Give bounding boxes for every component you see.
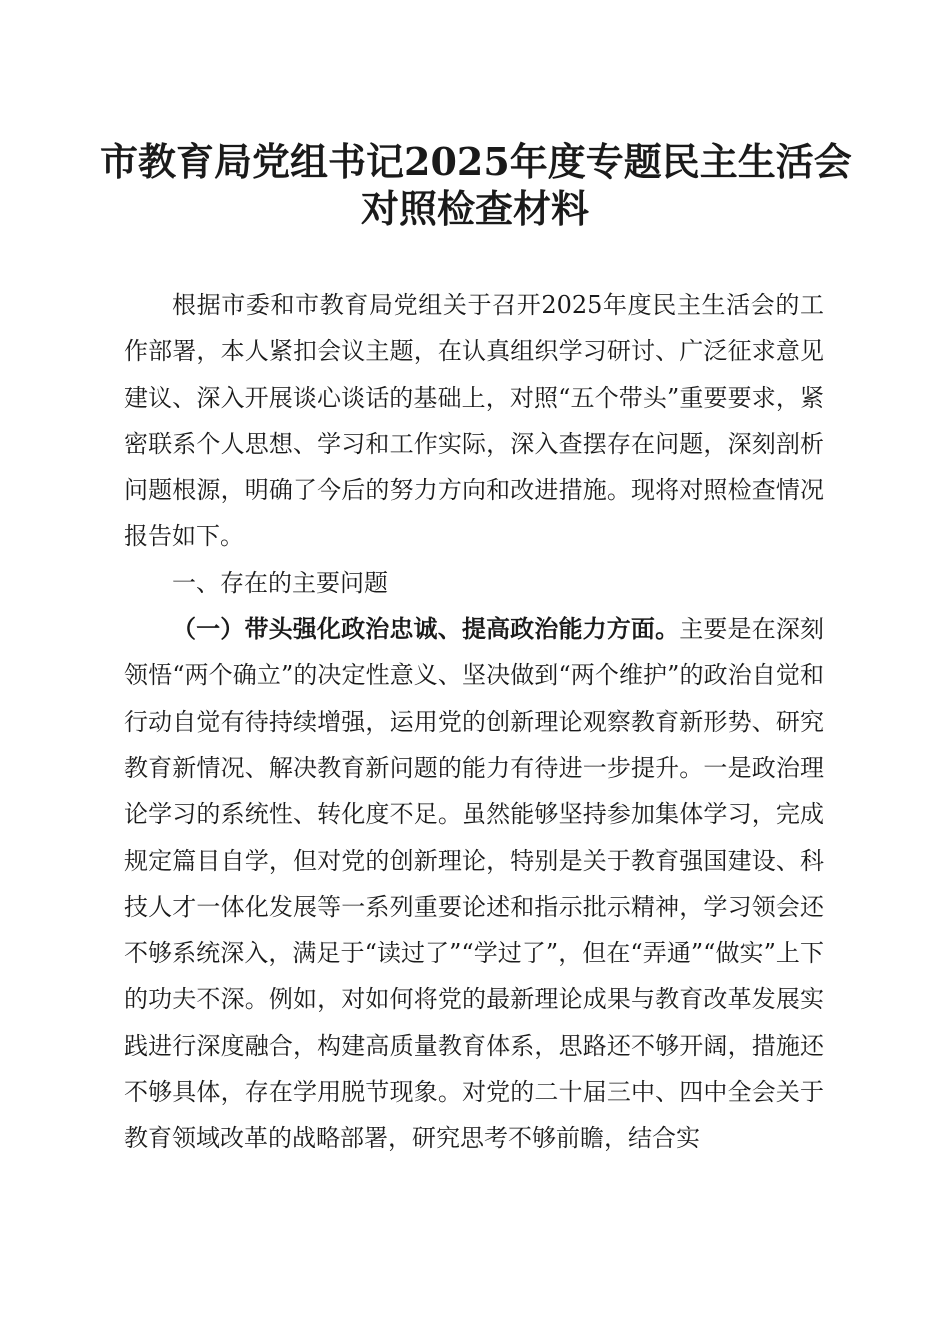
document-title-line-2: 对照检查材料 xyxy=(360,186,589,231)
subsection-heading-1: （一）带头强化政治忠诚、提高政治能力方面。 xyxy=(172,614,680,644)
subsection-paragraph-1 xyxy=(124,606,824,1162)
document-body xyxy=(124,282,824,1162)
section-heading-1: 一、存在的主要问题 xyxy=(172,568,388,597)
intro-paragraph: 根据市委和市教育局党组关于召开2025年度民主生活会的工作部署，本人紧扣会议主题，在认真组织学习研讨、广泛征求意见建议、深入开展谈心谈话的基础上，对照“五个带头”重要要求，紧密联系个人思想、学习和工作实际，深入查摆存在问题，深刻剖析问题根源，明确了今后的努力方向和改进措施。现将对照检查情况报告如下。 xyxy=(124,291,824,551)
document-title-line-1: 市教育局党组书记2025年度专题民主生活会 xyxy=(100,139,852,184)
subsection-body-1: 主要是在深刻领悟“两个确立”的决定性意义、坚决做到“两个维护”的政治自觉和行动自觉有待持续增强，运用党的创新理论观察教育新形势、研究教育新情况、解决教育新问题的能力有待进一步提升。一是政治理论学习的系统性、转化度不足。虽然能够坚持参加集体学习，完成规定篇目自学，但对党的创新理论，特别是关于教育强国建设、科技人才一体化发展等一系列重要论述和指示批示精神，学习领会还不够系统深入，满足于“读过了”“学过了”，但在“弄通”“做实”上下的功夫不深。例如，对如何将党的最新理论成果与教育改革发展实践进行深度融合，构建高质量教育体系，思路还不够开阔，措施还不够具体，存在学用脱节现象。对党的二十届三中、四中全会关于教育领域改革的战略部署，研究思考不够前瞻，结合实 xyxy=(124,615,825,1153)
